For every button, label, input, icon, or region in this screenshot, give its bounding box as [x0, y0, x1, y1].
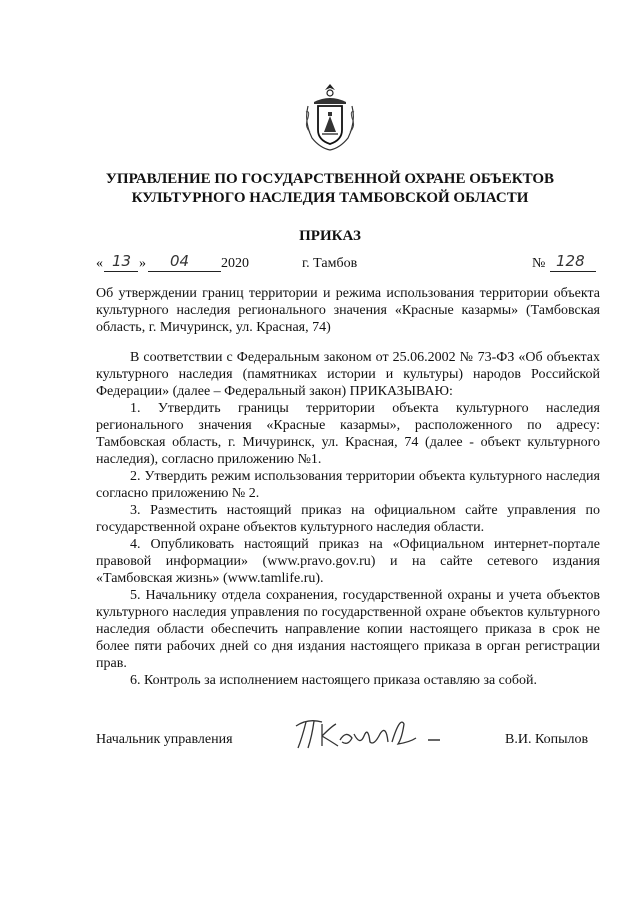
- clause-1: 1. Утвердить границы территории объекта культурного наследия регионального значения «Красные казармы», расположенного по адресу: Тамбовская область, г. Мичуринск, ул. Красная, 74 (далее - объект культурного наследия), согласно приложению №1.: [96, 401, 600, 467]
- clause-2: 2. Утвердить режим использования территории объекта культурного наследия согласно приложению № 2.: [96, 469, 600, 501]
- date-month: 04: [170, 252, 190, 270]
- order-date: [96, 252, 266, 276]
- clause-3: 3. Разместить настоящий приказ на официальном сайте управления по государственной охране объектов культурного наследия области.: [96, 503, 600, 535]
- quote-close: »: [139, 256, 146, 271]
- document-type: ПРИКАЗ: [299, 228, 361, 244]
- month-underline: [148, 271, 221, 272]
- signatory-position: Начальник управления: [96, 732, 233, 747]
- coat-of-arms-emblem: [302, 82, 358, 154]
- order-title: Об утверждении границ территории и режима использования территории объекта культурного наследия регионального значения «Красные казармы» (Тамбовская область, г. Мичуринск, ул. Красная, 74): [96, 286, 600, 335]
- clause-4: 4. Опубликовать настоящий приказ на «Официальном интернет-портале правовой информации» (www.pravo.gov.ru) и на сайте сетевого издания «Тамбовская жизнь» (www.tamlife.ru).: [96, 537, 600, 586]
- quote-open: «: [96, 256, 103, 271]
- city: г. Тамбов: [302, 256, 358, 271]
- number-sign: №: [532, 256, 546, 271]
- date-year: 2020: [221, 256, 249, 271]
- order-body: [96, 349, 600, 689]
- date-day: 13: [112, 252, 132, 270]
- clause-6: 6. Контроль за исполнением настоящего приказа оставляю за собой.: [130, 673, 538, 688]
- organization-name: УПРАВЛЕНИЕ ПО ГОСУДАРСТВЕННОЙ ОХРАНЕ ОБЪЕКТОВ КУЛЬТУРНОГО НАСЛЕДИЯ ТАМБОВСКОЙ ОБЛАСТИ: [105, 171, 555, 206]
- day-underline: [104, 271, 138, 272]
- preamble-paragraph: В соответствии с Федеральным законом от 25.06.2002 № 73-ФЗ «Об объектах культурного наследия (памятниках истории и культуры) народов Российской Федерации» (далее – Федеральный закон) ПРИКАЗЫВАЮ:: [96, 350, 600, 399]
- number-underline: [550, 271, 596, 272]
- handwritten-signature: [288, 712, 458, 754]
- clause-5: 5. Начальнику отдела сохранения, государственной охраны и учета объектов культурного наследия управления по государственной охране объектов культурного наследия области обеспечить направление копии настоящего приказа в срок не более пяти рабочих дней со дня издания настоящего приказа в орган регистрации прав.: [96, 588, 600, 671]
- order-number: [532, 252, 602, 276]
- signatory-name: В.И. Копылов: [505, 732, 589, 747]
- number-value: 128: [556, 252, 585, 270]
